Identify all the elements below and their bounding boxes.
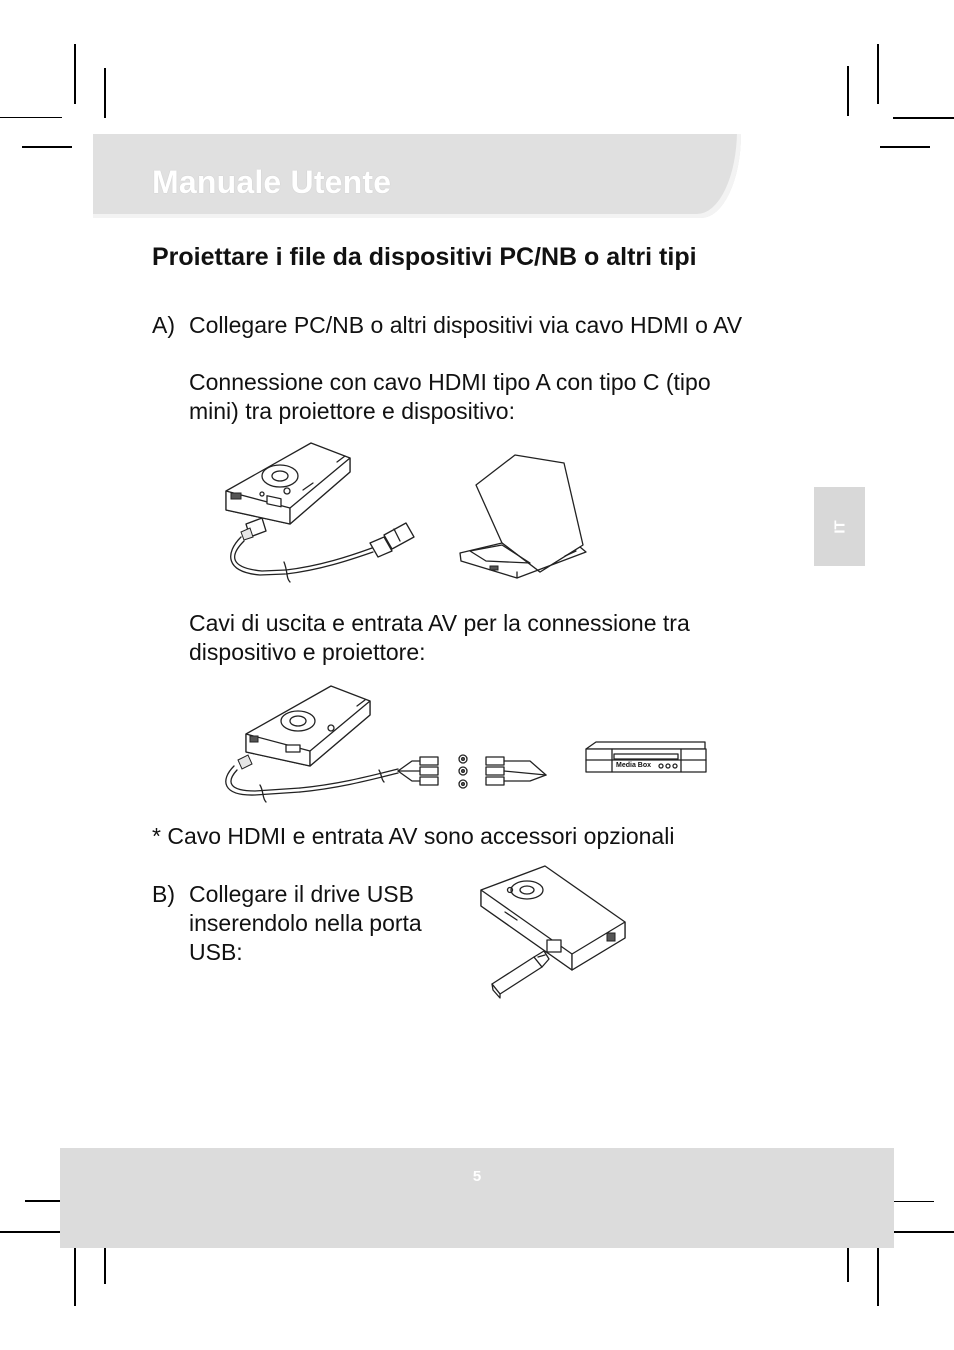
step-a-text: Collegare PC/NB o altri dispositivi via cavo HDMI o AV [189, 312, 743, 338]
av-description-line-2: dispositivo e proiettore: [189, 639, 426, 665]
av-description-line-1: Cavi di uscita e entrata AV per la connessione tra [189, 610, 690, 636]
page-number: 5 [472, 1168, 482, 1185]
page-title: Manuale Utente [152, 164, 392, 200]
step-b-marker: B) [152, 881, 175, 907]
step-b-line-2: inserendolo nella porta [189, 910, 422, 936]
optional-accessories-note: * Cavo HDMI e entrata AV sono accessori opzionali [152, 823, 675, 849]
language-tab [814, 487, 865, 566]
hdmi-description-line-1: Connessione con cavo HDMI tipo A con tipo C (tipo [189, 369, 711, 395]
step-b-line-3: USB: [189, 939, 243, 965]
step-b-line-1: Collegare il drive USB [189, 881, 414, 907]
language-tab-label: IT [831, 519, 848, 534]
step-a-marker: A) [152, 312, 175, 338]
hdmi-description-line-2: mini) tra proiettore e dispositivo: [189, 398, 515, 424]
media-box-label: Media Box [616, 762, 652, 769]
usb-drive-illustration [492, 951, 549, 998]
section-heading: Proiettare i file da dispositivi PC/NB o altri tipi [152, 243, 697, 271]
footer-band [60, 1148, 894, 1248]
projector-illustration [481, 866, 625, 970]
